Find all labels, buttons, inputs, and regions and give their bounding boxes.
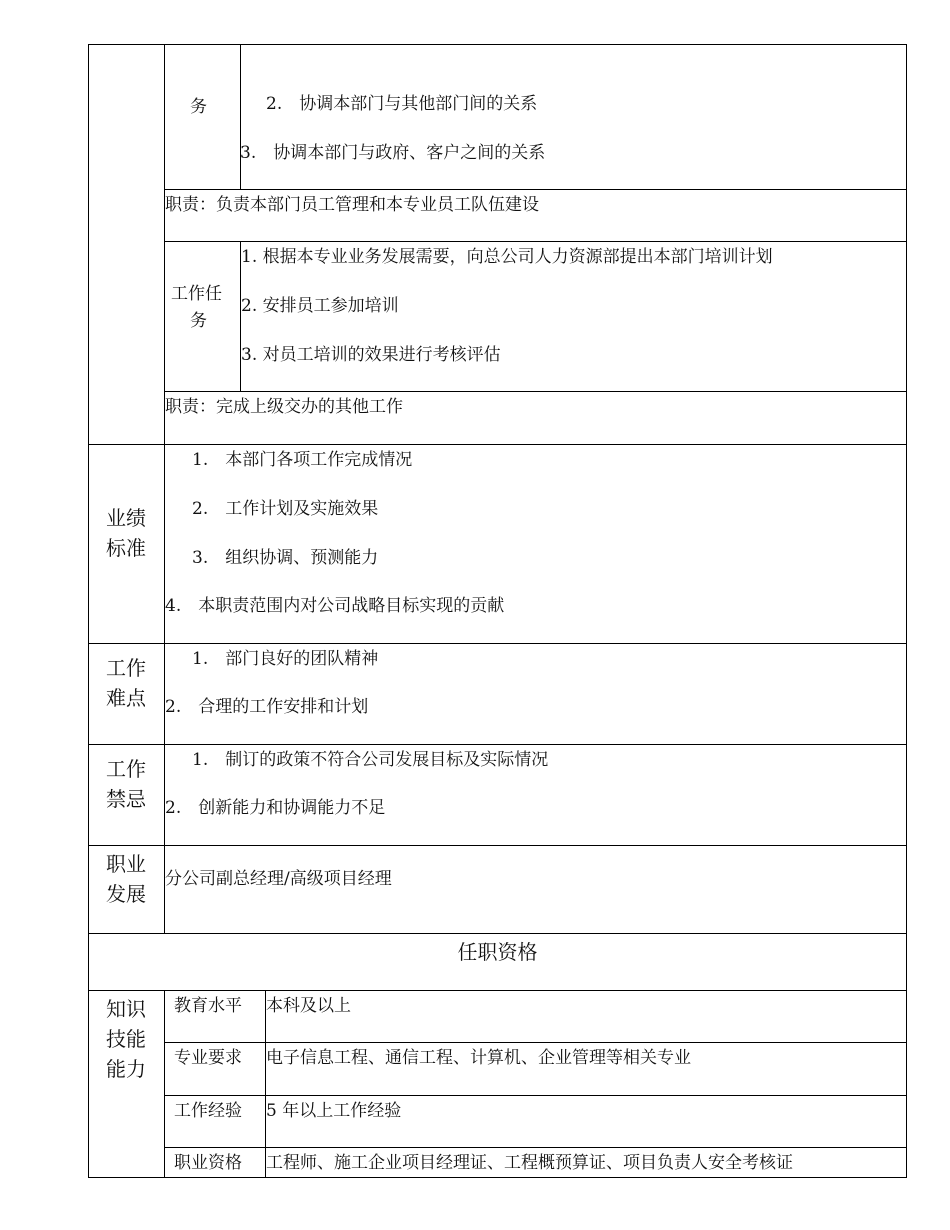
column-divider bbox=[240, 44, 241, 190]
column-divider bbox=[265, 990, 266, 1178]
difficulty-item: 2. 合理的工作安排和计划 bbox=[165, 697, 369, 717]
qualification-row-value: 本科及以上 bbox=[266, 996, 351, 1016]
row-divider bbox=[88, 444, 907, 445]
career-label: 发展 bbox=[106, 882, 146, 906]
taboo-label: 禁忌 bbox=[106, 787, 146, 811]
row-divider bbox=[164, 391, 907, 392]
table-border-left bbox=[88, 44, 89, 1178]
taboo-item: 1. 制订的政策不符合公司发展目标及实际情况 bbox=[192, 750, 549, 770]
task-label: 务 bbox=[190, 311, 207, 331]
task-item: 1. 根据本专业业务发展需要，向总公司人力资源部提出本部门培训计划 bbox=[241, 247, 773, 267]
table-border-top bbox=[88, 44, 907, 45]
table-border-right bbox=[906, 44, 907, 1178]
task-label: 务 bbox=[190, 97, 207, 117]
row-divider bbox=[164, 189, 907, 190]
qualification-title: 任职资格 bbox=[457, 940, 538, 964]
performance-item: 3. 组织协调、预测能力 bbox=[192, 548, 379, 568]
row-divider bbox=[164, 241, 907, 242]
row-divider bbox=[88, 643, 907, 644]
taboo-label: 工作 bbox=[106, 757, 146, 781]
row-divider bbox=[88, 744, 907, 745]
career-value: 分公司副总经理/高级项目经理 bbox=[165, 869, 392, 889]
row-divider bbox=[88, 845, 907, 846]
task-item: 2. 协调本部门与其他部门间的关系 bbox=[266, 94, 538, 114]
task-item: 3. 协调本部门与政府、客户之间的关系 bbox=[240, 143, 546, 163]
difficulty-label: 工作 bbox=[106, 656, 146, 680]
qualification-label: 能力 bbox=[106, 1057, 146, 1081]
qualification-row-label: 专业要求 bbox=[174, 1048, 242, 1068]
row-divider bbox=[164, 1095, 907, 1096]
qualification-row-label: 工作经验 bbox=[174, 1101, 242, 1121]
qualification-row-value: 5 年以上工作经验 bbox=[266, 1101, 402, 1121]
table-border-bottom bbox=[88, 1177, 907, 1178]
performance-label: 标准 bbox=[106, 536, 146, 560]
duty-text: 职责：负责本部门员工管理和本专业员工队伍建设 bbox=[165, 195, 539, 215]
taboo-item: 2. 创新能力和协调能力不足 bbox=[165, 798, 386, 818]
qualification-row-label: 教育水平 bbox=[174, 996, 242, 1016]
difficulty-item: 1. 部门良好的团队精神 bbox=[192, 649, 379, 669]
qualification-label: 知识 bbox=[106, 997, 146, 1021]
career-label: 职业 bbox=[106, 852, 146, 876]
row-divider bbox=[88, 990, 907, 991]
performance-label: 业绩 bbox=[106, 506, 146, 530]
performance-item: 1. 本部门各项工作完成情况 bbox=[192, 450, 413, 470]
qualification-row-value: 电子信息工程、通信工程、计算机、企业管理等相关专业 bbox=[266, 1048, 691, 1068]
task-item: 3. 对员工培训的效果进行考核评估 bbox=[241, 345, 501, 365]
qualification-row-label: 职业资格 bbox=[174, 1153, 242, 1173]
difficulty-label: 难点 bbox=[106, 686, 146, 710]
column-divider bbox=[164, 990, 165, 1178]
row-divider bbox=[164, 1147, 907, 1148]
performance-item: 2. 工作计划及实施效果 bbox=[192, 499, 379, 519]
duty-text: 职责：完成上级交办的其他工作 bbox=[165, 397, 403, 417]
row-divider bbox=[164, 1042, 907, 1043]
task-label: 工作任 bbox=[171, 284, 222, 304]
row-divider bbox=[88, 933, 907, 934]
task-item: 2. 安排员工参加培训 bbox=[241, 296, 399, 316]
performance-item: 4. 本职责范围内对公司战略目标实现的贡献 bbox=[165, 596, 505, 616]
qualification-label: 技能 bbox=[106, 1027, 146, 1051]
qualification-row-value: 工程师、施工企业项目经理证、工程概预算证、项目负责人安全考核证 bbox=[266, 1153, 793, 1173]
